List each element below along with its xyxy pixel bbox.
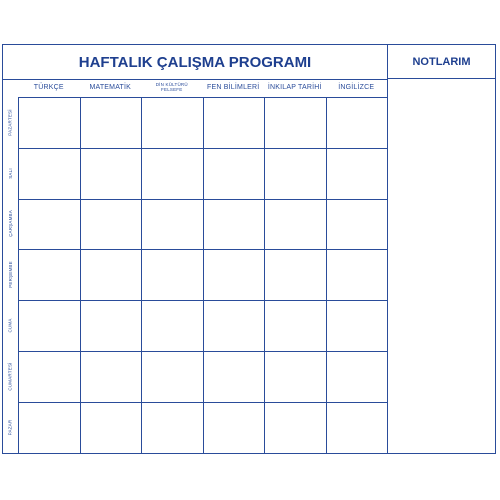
schedule-cell[interactable] <box>141 97 204 149</box>
schedule-cell[interactable] <box>203 97 266 149</box>
schedule-cell[interactable] <box>326 199 389 251</box>
day-label <box>3 402 17 453</box>
day-label <box>3 199 17 250</box>
notes-area[interactable] <box>387 79 495 453</box>
schedule-cell[interactable] <box>264 300 327 352</box>
subject-header: MATEMATİK <box>89 84 132 92</box>
schedule-cell[interactable] <box>203 199 266 251</box>
day-label <box>3 300 17 351</box>
schedule-cell[interactable] <box>80 249 143 301</box>
schedule-title: HAFTALIK ÇALIŞMA PROGRAMI <box>3 45 387 80</box>
schedule-cell[interactable] <box>141 300 204 352</box>
day-label-text: PAZAR <box>7 419 13 436</box>
schedule-cell[interactable] <box>80 148 143 200</box>
day-label-text: SALI <box>7 167 13 179</box>
schedule-cell[interactable] <box>326 351 389 403</box>
schedule-cell[interactable] <box>264 402 327 454</box>
schedule-cell[interactable] <box>203 351 266 403</box>
schedule-cell[interactable] <box>326 402 389 454</box>
schedule-cell[interactable] <box>203 402 266 454</box>
day-label <box>3 351 17 402</box>
schedule-cell[interactable] <box>18 402 81 454</box>
notes-heading: NOTLARIM <box>387 45 495 79</box>
schedule-cell[interactable] <box>18 300 81 352</box>
schedule-cell[interactable] <box>141 351 204 403</box>
schedule-grid <box>3 79 387 453</box>
schedule-cell[interactable] <box>264 351 327 403</box>
day-label-text: CUMA <box>7 318 13 333</box>
day-label <box>3 97 17 148</box>
schedule-cell[interactable] <box>18 249 81 301</box>
schedule-cell[interactable] <box>326 148 389 200</box>
subject-header: İNKILAP TARİHİ <box>267 84 322 92</box>
schedule-cell[interactable] <box>264 148 327 200</box>
schedule-cell[interactable] <box>141 249 204 301</box>
schedule-cell[interactable] <box>80 351 143 403</box>
subject-header: İNGİLİZCE <box>338 84 375 92</box>
schedule-cell[interactable] <box>203 249 266 301</box>
schedule-cell[interactable] <box>80 97 143 149</box>
schedule-cell[interactable] <box>326 249 389 301</box>
day-label <box>3 148 17 199</box>
subject-header: DİN KÜLTÜRÜ FELSEFE <box>155 82 188 92</box>
day-label-text: PERŞEMBE <box>7 261 13 289</box>
schedule-cell[interactable] <box>264 199 327 251</box>
schedule-cell[interactable] <box>326 97 389 149</box>
schedule-cell[interactable] <box>141 148 204 200</box>
subject-header: FEN BİLİMLERİ <box>207 84 260 92</box>
weekly-study-schedule <box>2 44 496 454</box>
day-label-text: ÇARŞAMBA <box>7 210 13 238</box>
subject-header: TÜRKÇE <box>33 84 64 92</box>
schedule-cell[interactable] <box>80 402 143 454</box>
schedule-cell[interactable] <box>80 199 143 251</box>
schedule-cell[interactable] <box>18 148 81 200</box>
schedule-cell[interactable] <box>141 402 204 454</box>
schedule-cell[interactable] <box>264 97 327 149</box>
schedule-cell[interactable] <box>80 300 143 352</box>
schedule-cell[interactable] <box>18 351 81 403</box>
schedule-cell[interactable] <box>18 199 81 251</box>
schedule-cell[interactable] <box>141 199 204 251</box>
schedule-cell[interactable] <box>264 249 327 301</box>
schedule-cell[interactable] <box>326 300 389 352</box>
schedule-cell[interactable] <box>18 97 81 149</box>
schedule-cell[interactable] <box>203 300 266 352</box>
schedule-cell[interactable] <box>203 148 266 200</box>
day-label-text: CUMARTESİ <box>7 362 13 391</box>
day-label <box>3 249 17 300</box>
day-label-text: PAZARTESİ <box>7 109 13 136</box>
